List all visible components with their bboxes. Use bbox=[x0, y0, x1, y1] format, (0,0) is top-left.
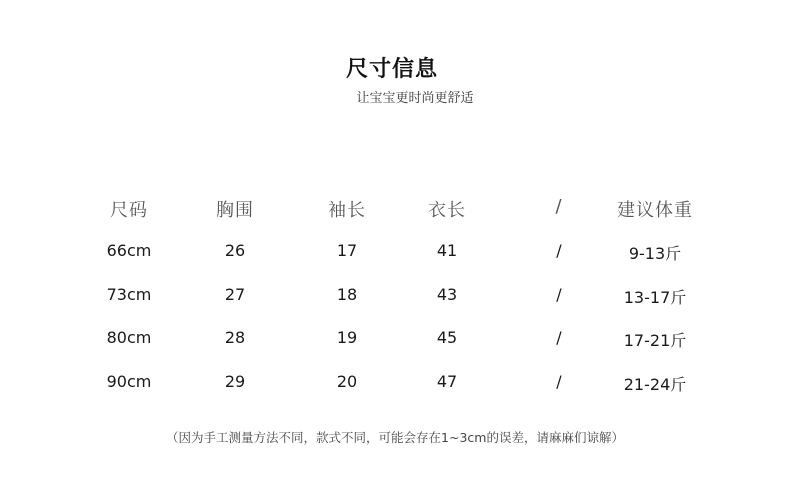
table-cell-length: 47 bbox=[436, 372, 458, 391]
table-cell-chest: 27 bbox=[224, 285, 246, 304]
table-cell-chest: 29 bbox=[224, 372, 246, 391]
table-cell-sleeve: 17 bbox=[336, 241, 358, 260]
table-cell-size: 80cm bbox=[106, 328, 152, 347]
page-subtitle: 让宝宝更时尚更舒适 bbox=[356, 91, 474, 106]
table-cell-length: 41 bbox=[436, 241, 458, 260]
table-cell-separator: / bbox=[556, 285, 562, 304]
measurement-note: （因为手工测量方法不同，款式不同，可能会存在1~3cm的误差，请麻麻们谅解） bbox=[166, 430, 624, 445]
table-cell-weight: 21-24斤 bbox=[623, 375, 687, 394]
table-cell-separator: / bbox=[556, 241, 562, 260]
column-header-weight: 建议体重 bbox=[617, 200, 693, 221]
table-cell-chest: 28 bbox=[224, 328, 246, 347]
table-cell-length: 43 bbox=[436, 285, 458, 304]
table-cell-weight: 13-17斤 bbox=[623, 288, 687, 307]
column-header-chest: 胸围 bbox=[216, 200, 254, 221]
column-header-separator: / bbox=[555, 196, 563, 217]
table-cell-sleeve: 18 bbox=[336, 285, 358, 304]
table-cell-sleeve: 20 bbox=[336, 372, 358, 391]
table-cell-size: 66cm bbox=[106, 241, 152, 260]
page-title: 尺寸信息 bbox=[345, 57, 438, 82]
table-cell-size: 73cm bbox=[106, 285, 152, 304]
table-cell-separator: / bbox=[556, 328, 562, 347]
table-cell-separator: / bbox=[556, 372, 562, 391]
table-cell-sleeve: 19 bbox=[336, 328, 358, 347]
table-cell-length: 45 bbox=[436, 328, 458, 347]
column-header-length: 衣长 bbox=[428, 200, 466, 221]
column-header-sleeve: 袖长 bbox=[328, 200, 366, 221]
column-header-size: 尺码 bbox=[110, 200, 148, 221]
table-cell-chest: 26 bbox=[224, 241, 246, 260]
table-cell-weight: 17-21斤 bbox=[623, 331, 687, 350]
table-cell-size: 90cm bbox=[106, 372, 152, 391]
table-cell-weight: 9-13斤 bbox=[628, 244, 682, 263]
